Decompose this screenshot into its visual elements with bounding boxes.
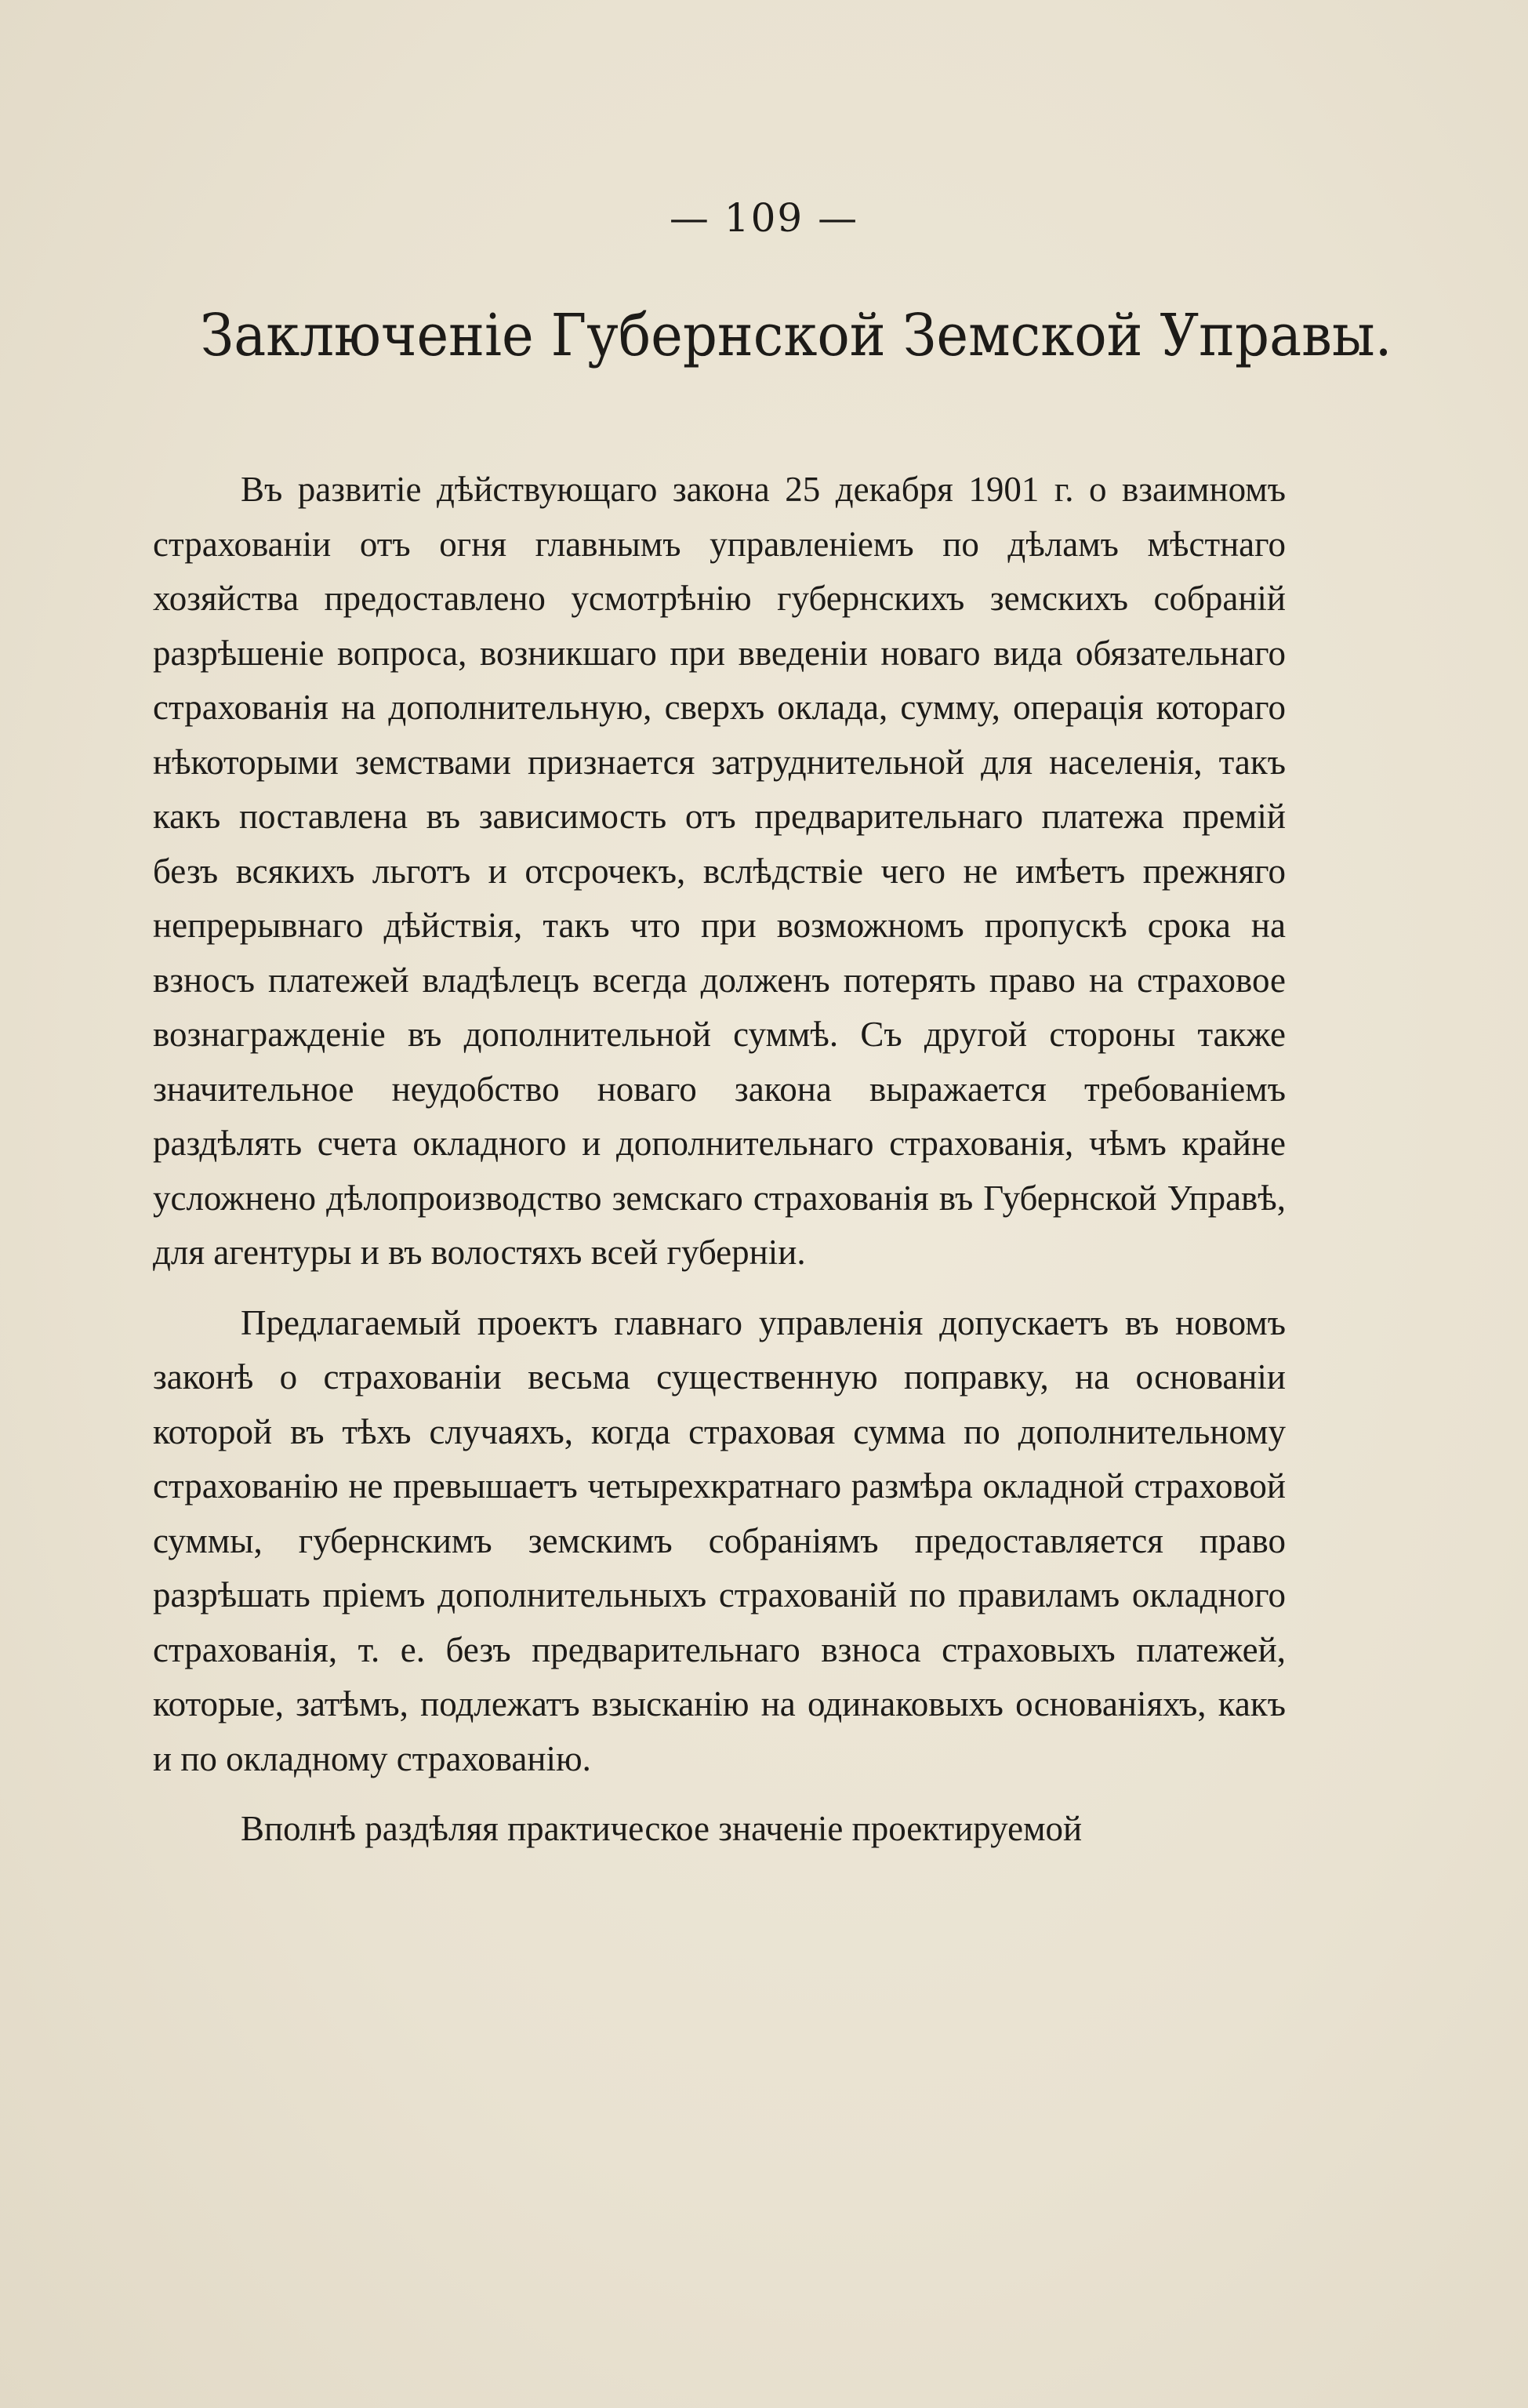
paragraph-3: Вполнѣ раздѣляя практическое значенiе проектируемой xyxy=(241,1809,1083,1848)
body-text xyxy=(153,463,1286,1857)
section-title: Заключенiе Губернской Земской Управы. xyxy=(200,302,1392,369)
paragraph-1: Въ развитiе дѣйствующаго закона 25 декабря 1901 г. о взаимномъ страхованiи отъ огня главнымъ управленiемъ по дѣламъ мѣстнаго хозяйства предоставлено усмотрѣнiю губернскихъ земскихъ собранiй разрѣшенiе вопроса, возникшаго при введенiи новаго вида обязательнаго страхованiя на дополнительную, сверхъ оклада, сумму, операцiя котораго нѣкоторыми земствами признается затруднительной для населенiя, такъ какъ поставлена въ зависимость отъ предварительнаго платежа премiй безъ всякихъ льготъ и отсрочекъ, вслѣдствiе чего не имѣетъ прежняго непрерывнаго дѣйствiя, такъ что при возможномъ пропускѣ срока на взносъ платежей владѣлецъ всегда долженъ потерять право на страховое вознагражденiе въ дополнительной суммѣ. Съ другой стороны также значительное неудобство новаго закона выражается требованiемъ раздѣлять счета окладного и дополнительнаго страхованiя, чѣмъ крайне усложнено дѣлопроизводство земскаго страхованiя въ Губернской Управѣ, для агентуры и въ волостяхъ всей губернiи. xyxy=(153,470,1286,1272)
page-number: — 109 — xyxy=(669,195,859,241)
paragraph-2: Предлагаемый проектъ главнаго управленiя допускаетъ въ новомъ законѣ о страхованiи весьма существенную поправку, на основанiи которой въ тѣхъ случаяхъ, когда страховая сумма по дополнительному страхованiю не превышаетъ четырехкратнаго размѣра окладной страховой суммы, губернскимъ земскимъ собранiямъ предоставляется право разрѣшать прiемъ дополнительныхъ страхованiй по правиламъ окладного страхованiя, т. е. безъ предварительнаго взноса страховыхъ платежей, которые, затѣмъ, подлежатъ взысканiю на одинаковыхъ основанiяхъ, какъ и по окладному страхованiю. xyxy=(153,1302,1286,1778)
